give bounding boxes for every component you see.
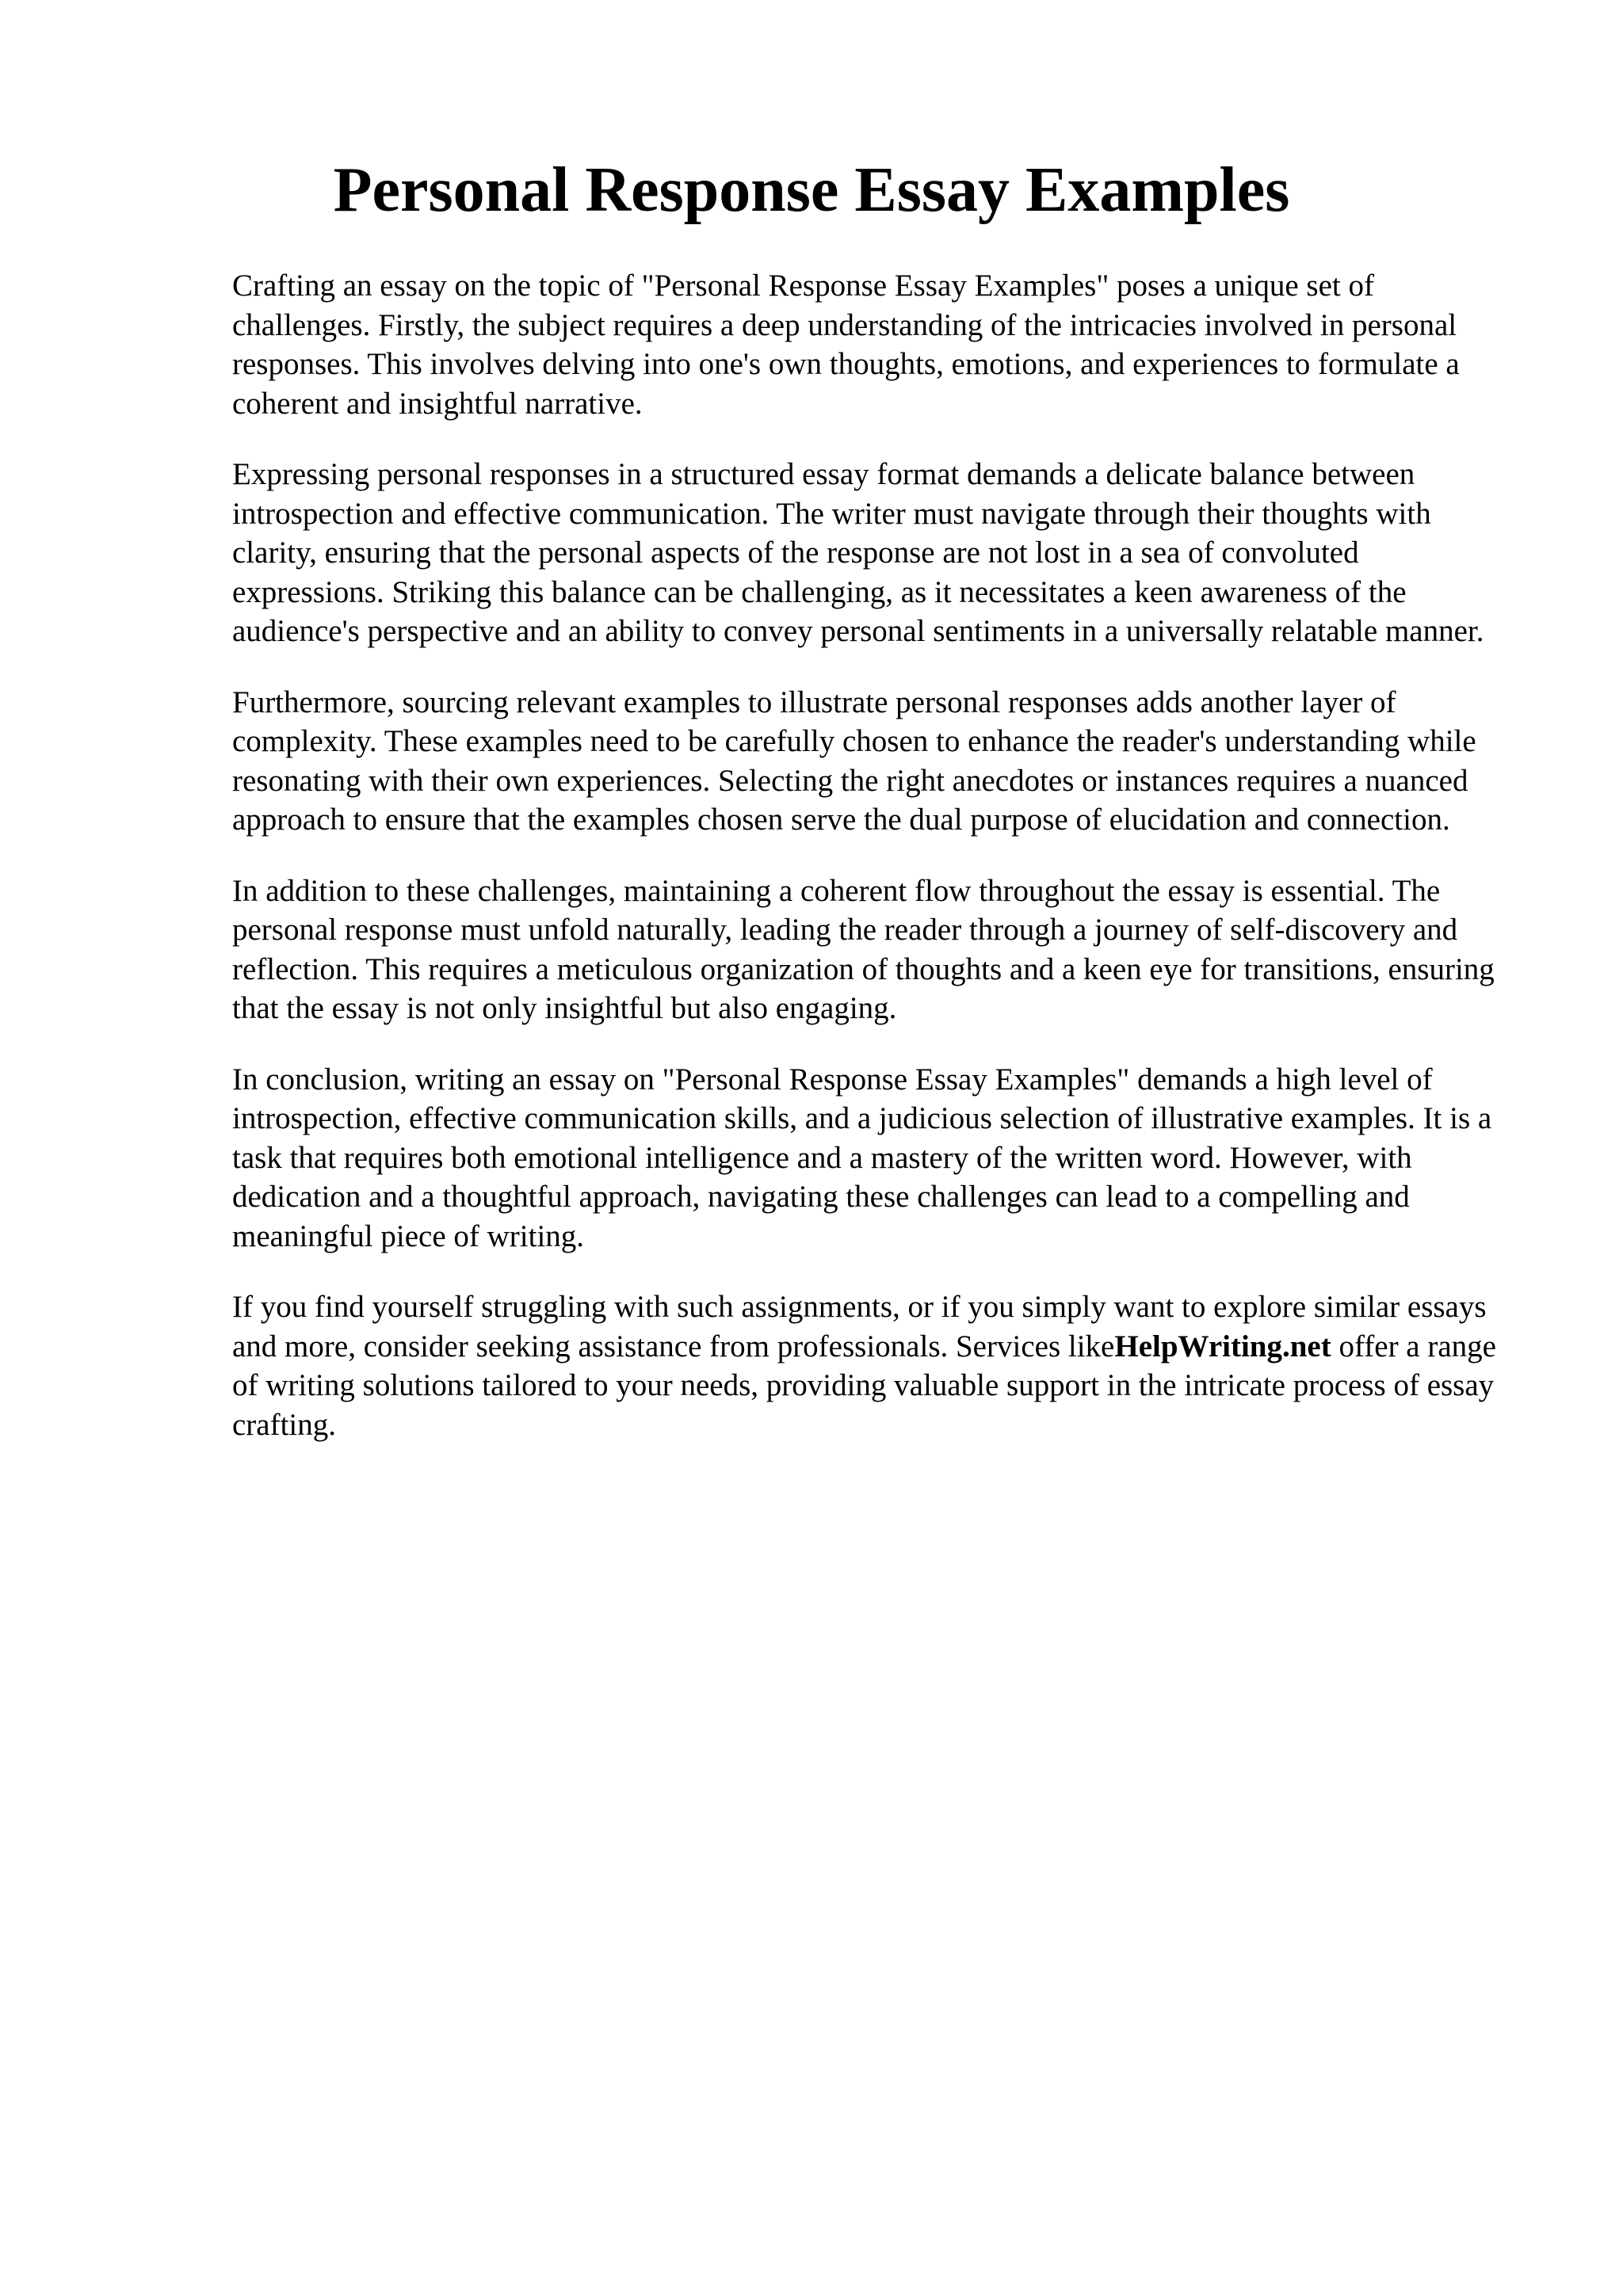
paragraph-4: In addition to these challenges, maintaining a coherent flow throughout the essay is essential. The personal response must unfold naturally, leading the reader through a journey of self-discovery and reflection. This requires a meticulous organization of thoughts and a keen eye for transitions, ensuring that the essay is not only insightful but also engaging. [232,873,1495,1025]
paragraph-5: In conclusion, writing an essay on "Personal Response Essay Examples" demands a high level of introspection, effective communication skills, and a judicious selection of illustrative examples. It is a task that requires both emotional intelligence and a mastery of the written word. However, with dedication and a thoughtful approach, navigating these challenges can lead to a compelling and meaningful piece of writing. [232,1062,1492,1253]
page-title: Personal Response Essay Examples [333,155,1290,225]
paragraph-3: Furthermore, sourcing relevant examples to illustrate personal responses adds another layer of complexity. These examples need to be carefully chosen to enhance the reader's understanding while resonating with their own experiences. Selecting the right anecdotes or instances requires a nuanced approach to ensure that the examples chosen serve the dual purpose of elucidation and connection. [232,685,1476,837]
paragraph-2: Expressing personal responses in a structured essay format demands a delicate balance between introspection and effective communication. The writer must navigate through their thoughts with clarity, ensuring that the personal aspects of the response are not lost in a sea of convoluted expressions. Striking this balance can be challenging, as it necessitates a keen awareness of the audience's perspective and an ability to convey personal sentiments in a universally relatable manner. [232,457,1484,648]
paragraph-closing [232,1287,1508,1444]
closing-text-after: offer a range of writing solutions tailored to your needs, providing valuable support in the intricate process of essay crafting. [232,1329,1496,1442]
brand-name: HelpWriting.net [1114,1329,1331,1363]
paragraph-1: Crafting an essay on the topic of "Personal Response Essay Examples" poses a unique set of challenges. Firstly, the subject requires a deep understanding of the intricacies involved in personal responses. This involves delving into one's own thoughts, emotions, and experiences to formulate a coherent and insightful narrative. [232,269,1460,421]
essay-body [232,266,1508,1476]
closing-text-before: If you find yourself struggling with such assignments, or if you simply want to explore similar essays and more, consider seeking assistance from professionals. Services like [232,1290,1487,1363]
